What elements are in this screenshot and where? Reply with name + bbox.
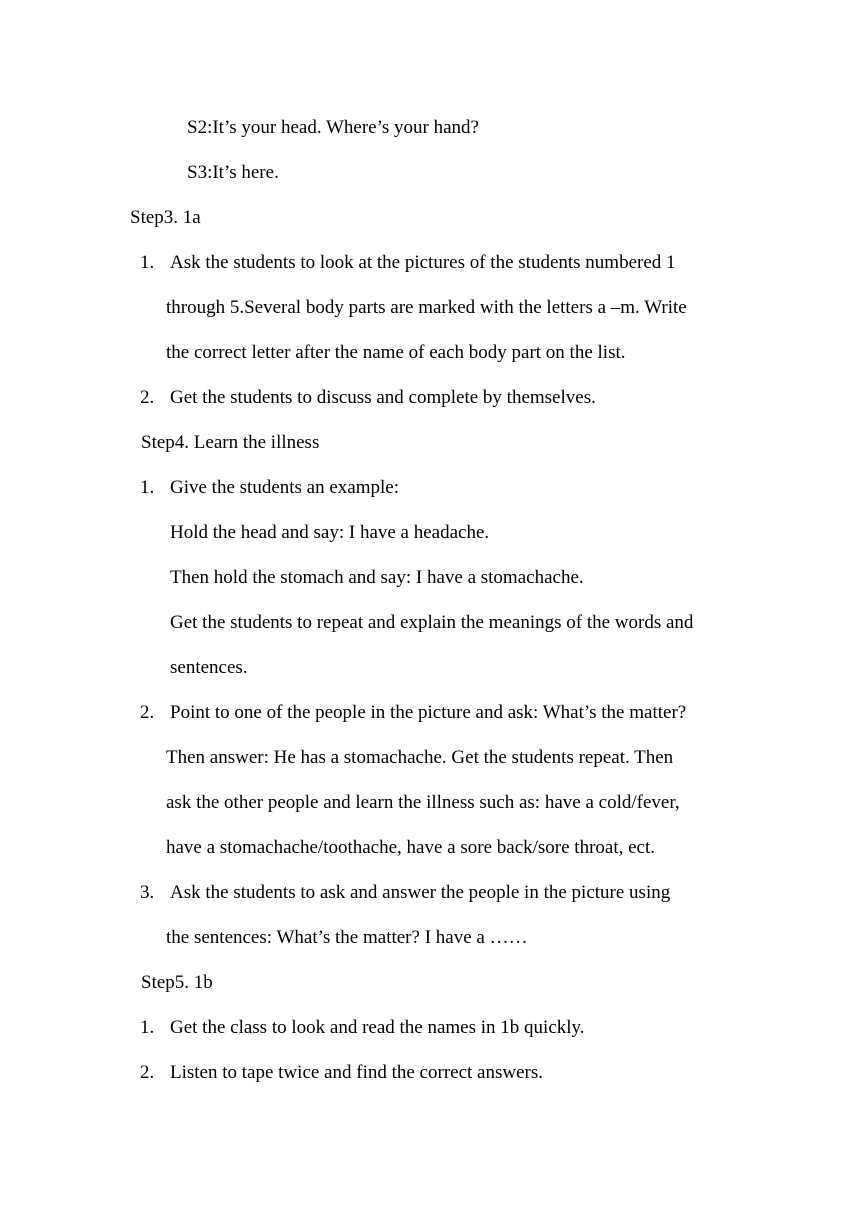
step4-item1-line3: Then hold the stomach and say: I have a stomachache. (170, 567, 584, 588)
list-number: 1. (140, 252, 155, 273)
list-text: Ask the students to ask and answer the people in the picture using (170, 882, 671, 903)
step4-item2-line3: ask the other people and learn the illness such as: have a cold/fever, (166, 792, 680, 813)
step3-item1-line2: through 5.Several body parts are marked with the letters a –m. Write (166, 297, 687, 318)
list-text: Give the students an example: (170, 477, 399, 498)
step3-heading: Step3. 1a (130, 207, 201, 228)
step4-item1-line5: sentences. (170, 657, 248, 678)
step3-item1-line3: the correct letter after the name of each body part on the list. (166, 342, 626, 363)
list-number: 2. (140, 702, 155, 723)
list-number: 2. (140, 387, 155, 408)
list-text: Point to one of the people in the picture and ask: What’s the matter? (170, 702, 687, 723)
step4-item2-line2: Then answer: He has a stomachache. Get the students repeat. Then (166, 747, 674, 768)
list-text: Ask the students to look at the pictures of the students numbered 1 (170, 252, 676, 273)
step4-item1-line4: Get the students to repeat and explain the meanings of the words and (170, 612, 694, 633)
dialogue-line-s3: S3:It’s here. (187, 162, 279, 183)
step5-heading: Step5. 1b (141, 972, 213, 993)
list-text: Listen to tape twice and find the correct answers. (170, 1062, 543, 1083)
step4-item3-line2: the sentences: What’s the matter? I have a …… (166, 927, 528, 948)
list-number: 1. (140, 477, 155, 498)
step4-heading: Step4. Learn the illness (141, 432, 320, 453)
step4-item2-line4: have a stomachache/toothache, have a sore back/sore throat, ect. (166, 837, 656, 858)
dialogue-line-s2: S2:It’s your head. Where’s your hand? (187, 117, 479, 138)
list-text: Get the students to discuss and complete by themselves. (170, 387, 596, 408)
list-number: 1. (140, 1017, 155, 1038)
list-number: 3. (140, 882, 155, 903)
list-number: 2. (140, 1062, 155, 1083)
step4-item1-line2: Hold the head and say: I have a headache. (170, 522, 490, 543)
list-text: Get the class to look and read the names in 1b quickly. (170, 1017, 585, 1038)
